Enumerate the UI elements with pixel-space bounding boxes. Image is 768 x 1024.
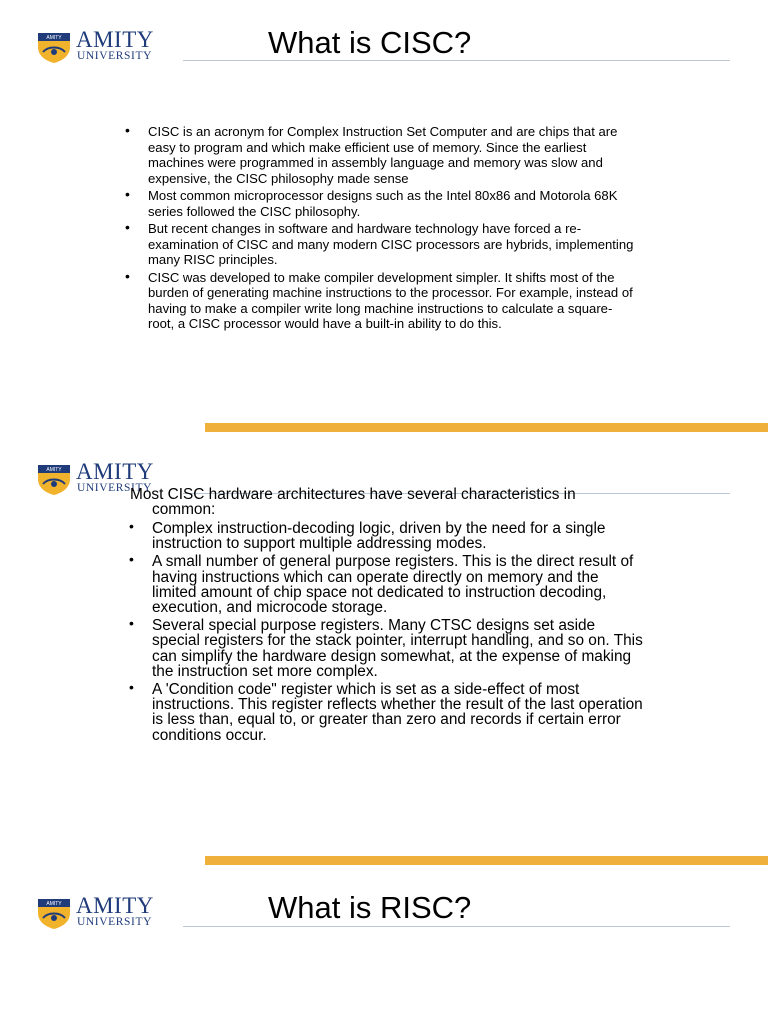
list-item: • A 'Condition code" register which is set as a side-effect of most instructions. This register reflects whether the result of the last operation is less than, equal to, or greater than zero and records if certain error conditions occur. xyxy=(129,679,643,744)
list-item: • But recent changes in software and hardware technology have forced a re-examination of CISC and many modern CISC processors are hybrids, implementing many RISC principles. xyxy=(125,219,634,267)
logo-subtitle: UNIVERSITY xyxy=(77,916,152,928)
list-item: • Complex instruction-decoding logic, driven by the need for a single instruction to support multiple addressing modes. xyxy=(129,518,606,553)
list-item: • Several special purpose registers. Many CTSC designs set aside special registers for the stack pointer, interrupt handling, and so on. This can simplify the hardware design somewhat, at the expense of making the instruction set more complex. xyxy=(129,615,643,680)
svg-text:AMITY: AMITY xyxy=(46,35,62,41)
bullet-icon: • xyxy=(125,267,130,284)
intro-text: Most CISC hardware architectures have several characteristics in common: xyxy=(130,486,576,519)
bullet-icon: • xyxy=(125,186,130,202)
list-item: • Most common microprocessor designs such as the Intel 80x86 and Motorola 68K series followed the CISC philosophy. xyxy=(125,186,618,219)
bullet-icon: • xyxy=(129,551,134,568)
slide-title: What is RISC? xyxy=(268,890,472,925)
slide-3 xyxy=(0,870,768,1024)
slide-title: What is CISC? xyxy=(268,25,472,60)
svg-text:AMITY: AMITY xyxy=(46,467,62,473)
slide-separator xyxy=(205,423,768,432)
bullet-icon: • xyxy=(125,219,130,235)
bullet-icon: • xyxy=(129,518,134,534)
title-divider xyxy=(183,926,730,927)
logo-wordmark: AMITY xyxy=(76,27,154,52)
logo-wordmark: AMITY xyxy=(76,459,154,484)
list-item: • CISC is an acronym for Complex Instruction Set Computer and are chips that are easy to program and which make efficient use of memory. Since the earliest machines were programmed in assembly language and memory was slow and expensive, the CISC philosophy made sense xyxy=(125,122,618,186)
slide-1 xyxy=(0,0,768,440)
amity-shield-icon xyxy=(37,30,71,64)
bullet-list xyxy=(125,124,635,334)
slide-separator xyxy=(205,856,768,865)
amity-logo xyxy=(37,893,172,932)
logo-subtitle: UNIVERSITY xyxy=(77,50,152,62)
logo-subtitle: UNIVERSITY xyxy=(77,482,152,494)
amity-logo xyxy=(37,27,172,66)
bullet-icon: • xyxy=(125,122,130,138)
title-divider xyxy=(183,60,730,61)
amity-shield-icon xyxy=(37,462,71,496)
list-item: • A small number of general purpose registers. This is the direct result of having instructions which can operate directly on memory and the limited amount of chip space not dedicated to instruction decoding, execution, and microcode storage. xyxy=(129,551,634,617)
amity-shield-icon xyxy=(37,896,71,930)
list-item: • CISC was developed to make compiler development simpler. It shifts most of the burden of generating machine instructions to the processor. For example, instead of having to make a compiler write long machine instructions to calculate a square-root, a CISC processor would have a built-in ability to do this. xyxy=(125,267,633,331)
bullet-icon: • xyxy=(129,679,134,696)
logo-wordmark: AMITY xyxy=(76,893,154,918)
bullet-list xyxy=(129,518,644,746)
bullet-icon: • xyxy=(129,615,134,632)
svg-text:AMITY: AMITY xyxy=(46,901,62,907)
